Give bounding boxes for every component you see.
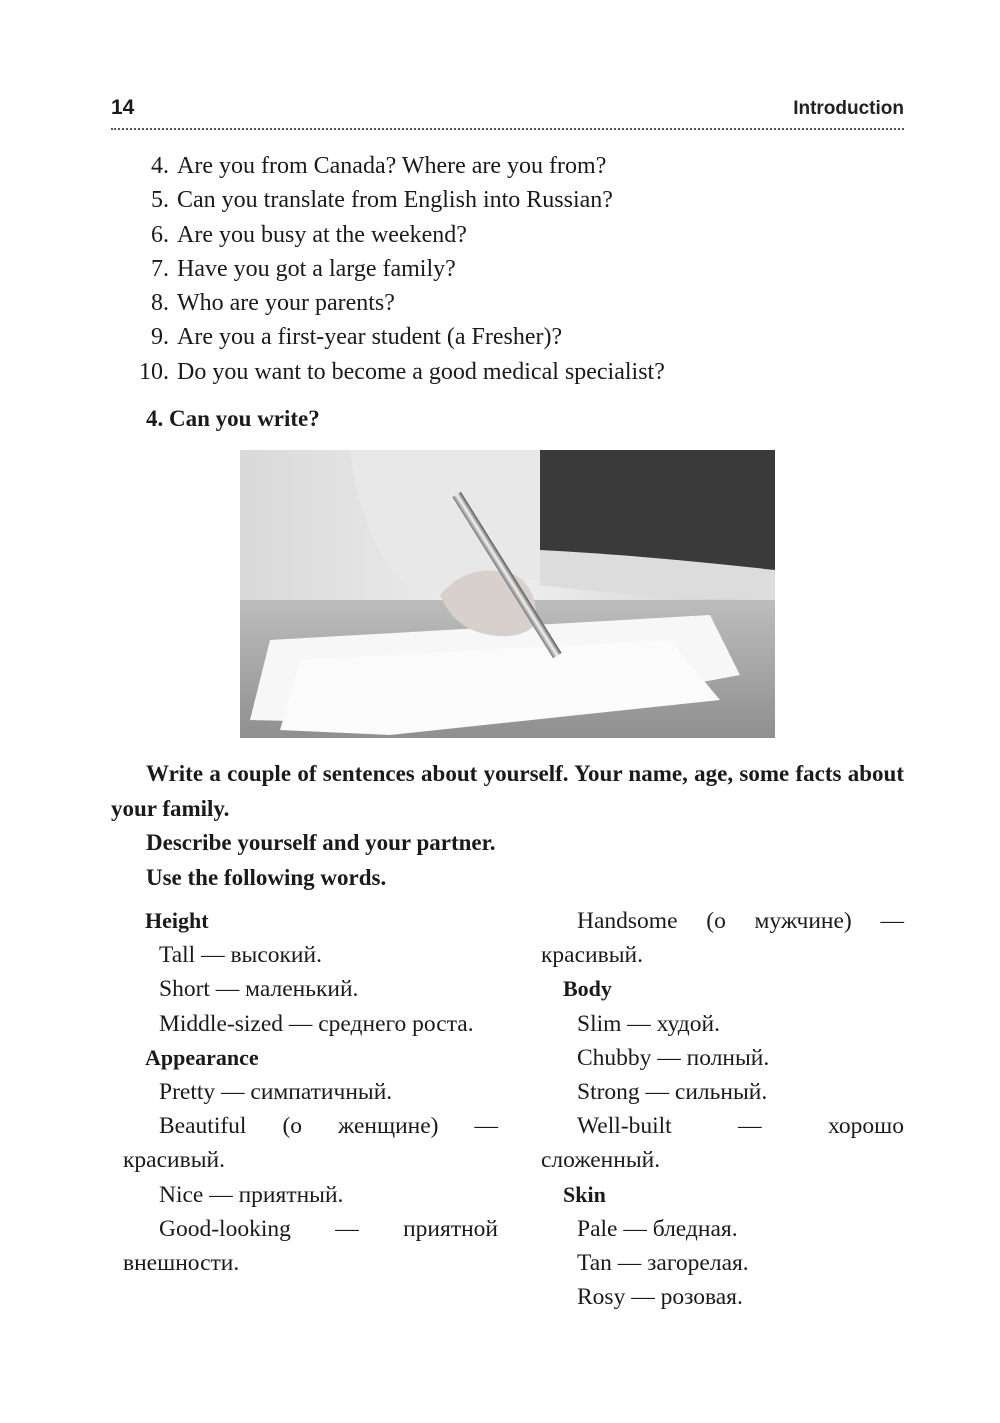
list-item: 6. Are you busy at the weekend? (151, 221, 467, 248)
page-header (111, 96, 904, 130)
writing-hand-photo (240, 450, 775, 738)
list-item: 9. Are you a first-year student (a Fresher)? (151, 324, 563, 351)
exercise-title: 4. Can you write? (146, 406, 320, 431)
section-heading-body: Body (563, 976, 612, 1002)
page-number: 14 (111, 96, 135, 119)
vocab-entry: Pale — бледная. (577, 1215, 738, 1242)
vocab-entry: Well-built — хорошо сложенный. (541, 1113, 904, 1174)
vocabulary-column-right (541, 904, 904, 1314)
vocab-entry: Strong — сильный. (577, 1079, 768, 1106)
question-list (111, 149, 904, 389)
vocab-entry: Pretty — симпатичный. (159, 1079, 393, 1106)
section-heading-height: Height (145, 908, 209, 933)
list-item: 5. Can you translate from English into Russian? (151, 187, 613, 214)
section-heading-appearance: Appearance (145, 1044, 259, 1070)
instruction-paragraph: Use the following words. (146, 864, 387, 890)
vocab-entry: Nice — приятный. (159, 1181, 344, 1208)
instruction-paragraph: Describe yourself and your partner. (146, 830, 496, 855)
vocab-entry: Beautiful (о женщине) — красивый. (123, 1113, 498, 1174)
instructions (111, 757, 904, 895)
running-head: Introduction (793, 98, 904, 119)
list-item: 10. Do you want to become a good medical specialist? (139, 358, 665, 385)
vocab-entry: Slim — худой. (577, 1010, 720, 1037)
vocab-entry: Middle-sized — среднего роста. (159, 1010, 474, 1037)
vocab-entry: Tall — высокий. (159, 942, 322, 969)
list-item: 4. Are you from Canada? Where are you from? (151, 153, 607, 179)
vocab-entry: Good-looking — приятной внешности. (123, 1215, 498, 1277)
vocab-entry: Short — маленький. (159, 976, 359, 1003)
list-item: 7. Have you got a large family? (151, 255, 456, 282)
instruction-paragraph: Write a couple of sentences about yourself. Your name, age, some facts about your family. (111, 761, 904, 821)
list-item: 8. Who are your parents? (151, 290, 395, 317)
vocab-entry: Tan — загорелая. (577, 1250, 749, 1277)
section-heading-skin: Skin (563, 1181, 606, 1207)
vocab-entry: Rosy — розовая. (577, 1284, 743, 1311)
vocab-entry: Chubby — полный. (577, 1044, 770, 1071)
vocab-entry: Handsome (о мужчине) — красивый. (541, 908, 904, 969)
vocabulary-column-left (123, 904, 498, 1280)
